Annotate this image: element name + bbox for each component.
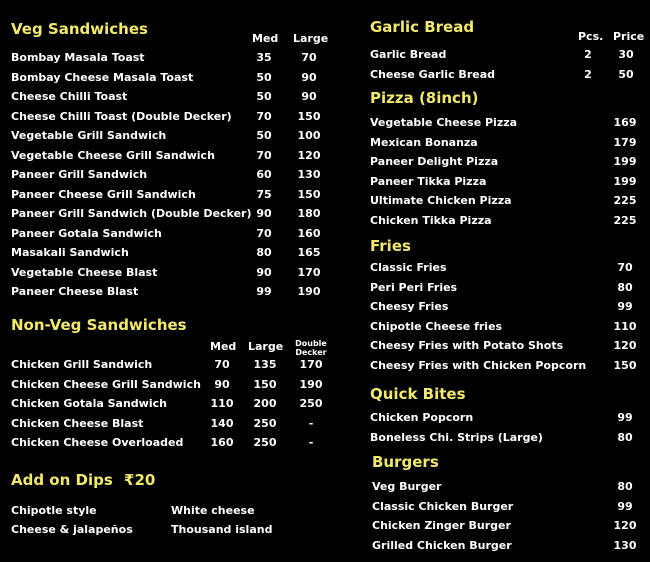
veg-sandwich-row	[11, 107, 333, 126]
med-price: 35	[256, 51, 272, 64]
large-price: 150	[253, 377, 277, 391]
item-name: Peri Peri Fries	[370, 280, 458, 294]
price-value: 225	[613, 194, 637, 207]
med-price: 60	[256, 168, 272, 181]
dip-item: Cheese & jalapeños	[11, 523, 133, 536]
med-price: 50	[256, 90, 272, 103]
burgers-heading: Burgers	[372, 453, 439, 471]
large-price: 200	[253, 397, 277, 410]
garlic-bread-row	[370, 65, 645, 84]
price-value: 99	[617, 300, 633, 313]
add-on-dips-title: Add on Dips	[11, 471, 113, 489]
item-name: Vegetable Cheese Grill Sandwich	[11, 148, 215, 162]
fries-row	[370, 356, 645, 375]
med-price: 50	[256, 70, 272, 84]
item-name: Vegetable Grill Sandwich	[11, 129, 167, 142]
item-name: Veg Burger	[372, 480, 442, 493]
price-value: 99	[617, 499, 633, 513]
fries-row	[370, 317, 645, 336]
item-name: Paneer Cheese Grill Sandwich	[11, 187, 196, 201]
price-value: 225	[613, 213, 637, 227]
large-price: 180	[297, 207, 321, 220]
pcs-value: 2	[584, 67, 592, 81]
pizza-row	[370, 152, 645, 171]
item-name: Chicken Tikka Pizza	[370, 213, 492, 227]
double-decker-price: 170	[299, 358, 323, 371]
price-value: 110	[613, 319, 637, 333]
med-price: 90	[214, 377, 230, 391]
fries-heading: Fries	[370, 237, 411, 255]
price-value: 169	[613, 116, 637, 129]
item-name: Cheesy Fries with Potato Shots	[370, 339, 564, 352]
veg-sandwiches-heading: Veg Sandwiches	[11, 20, 148, 38]
item-name: Paneer Delight Pizza	[370, 155, 499, 168]
med-price: 90	[256, 207, 272, 220]
large-price: 120	[297, 148, 321, 162]
price-value: 80	[617, 480, 633, 493]
item-name: Chicken Gotala Sandwich	[11, 397, 167, 410]
pizza-row	[370, 172, 645, 191]
veg-sandwich-row	[11, 126, 333, 145]
med-price: 70	[214, 358, 230, 371]
item-name: Cheese Chilli Toast	[11, 90, 128, 103]
add-on-dips-heading	[11, 471, 155, 489]
nonveg-sandwich-row	[11, 394, 333, 413]
med-price: 80	[256, 246, 272, 259]
burger-row	[370, 516, 645, 535]
nonveg-sandwiches-heading: Non-Veg Sandwiches	[11, 316, 187, 334]
item-name: Garlic Bread	[370, 48, 447, 61]
fries-row	[370, 336, 645, 355]
burger-row	[370, 497, 645, 516]
pizza-row	[370, 191, 645, 210]
price-value: 199	[613, 174, 637, 188]
double-decker-price: 190	[299, 377, 323, 391]
item-name: Bombay Masala Toast	[11, 51, 145, 64]
quick-bite-row	[370, 408, 645, 427]
nonveg-sandwich-row	[11, 355, 333, 374]
veg-sandwich-row	[11, 146, 333, 165]
item-name: Chicken Popcorn	[370, 411, 474, 424]
large-price: 150	[297, 187, 321, 201]
large-price: 150	[297, 109, 321, 123]
veg-large-header: Large	[293, 32, 329, 45]
veg-sandwich-row	[11, 185, 333, 204]
item-name: Chicken Cheese Overloaded	[11, 436, 184, 449]
item-name: Ultimate Chicken Pizza	[370, 194, 512, 207]
item-name: Chicken Cheese Blast	[11, 416, 144, 430]
garlic-bread-heading: Garlic Bread	[370, 18, 475, 36]
price-value: 130	[613, 538, 637, 552]
med-price: 70	[256, 226, 272, 240]
dip-item: Chipotle style	[11, 504, 97, 517]
item-name: Chipotle Cheese fries	[370, 319, 503, 333]
item-name: Paneer Gotala Sandwich	[11, 226, 162, 240]
large-price: 190	[297, 285, 321, 298]
veg-sandwich-row	[11, 68, 333, 87]
veg-sandwich-row	[11, 165, 333, 184]
veg-sandwich-row	[11, 204, 333, 223]
veg-sandwich-row	[11, 243, 333, 262]
price-value: 80	[617, 430, 633, 444]
nonveg-large-header: Large	[248, 340, 284, 353]
item-name: Cheese Chilli Toast (Double Decker)	[11, 109, 232, 123]
large-price: 130	[297, 168, 321, 181]
item-name: Cheese Garlic Bread	[370, 67, 495, 81]
double-decker-price: -	[308, 436, 314, 449]
dip-item: Thousand island	[171, 523, 273, 536]
item-name: Masakali Sandwich	[11, 246, 129, 259]
fries-row	[370, 258, 645, 277]
item-name: Chicken Cheese Grill Sandwich	[11, 377, 201, 391]
nonveg-sandwich-row	[11, 414, 333, 433]
veg-sandwich-row	[11, 224, 333, 243]
dip-item: White cheese	[171, 504, 255, 517]
burger-row	[370, 536, 645, 555]
veg-sandwich-row	[11, 263, 333, 282]
pizza-row	[370, 133, 645, 152]
med-price: 140	[210, 416, 234, 430]
large-price: 170	[297, 265, 321, 279]
double-decker-price: -	[308, 416, 314, 430]
garlic-bread-row	[370, 45, 645, 64]
garlic-pcs-header: Pcs.	[578, 30, 604, 43]
item-name: Chicken Grill Sandwich	[11, 358, 153, 371]
large-price: 250	[253, 416, 277, 430]
large-price: 160	[297, 226, 321, 240]
price-value: 179	[613, 135, 637, 149]
garlic-price-header: Price	[613, 30, 645, 43]
item-name: Cheesy Fries	[370, 300, 449, 313]
large-price: 70	[301, 51, 317, 64]
pizza-heading: Pizza (8inch)	[370, 89, 479, 107]
nonveg-sandwich-row	[11, 433, 333, 452]
large-price: 135	[253, 358, 277, 371]
item-name: Vegetable Cheese Pizza	[370, 116, 518, 129]
veg-sandwich-row	[11, 48, 333, 67]
burger-row	[370, 477, 645, 496]
item-name: Paneer Grill Sandwich	[11, 168, 148, 181]
nonveg-double-decker-header: Double Decker	[295, 339, 327, 357]
item-name: Grilled Chicken Burger	[372, 538, 512, 552]
large-price: 165	[297, 246, 321, 259]
price-value: 99	[617, 411, 633, 424]
med-price: 50	[256, 129, 272, 142]
med-price: 70	[256, 148, 272, 162]
price-value: 120	[613, 339, 637, 352]
item-name: Vegetable Cheese Blast	[11, 265, 158, 279]
veg-sandwich-row	[11, 87, 333, 106]
item-name: Cheesy Fries with Chicken Popcorn	[370, 358, 587, 372]
item-name: Classic Fries	[370, 261, 447, 274]
med-price: 110	[210, 397, 234, 410]
large-price: 90	[301, 90, 317, 103]
large-price: 90	[301, 70, 317, 84]
veg-med-header: Med	[252, 32, 279, 45]
price-value: 70	[617, 261, 633, 274]
large-price: 250	[253, 436, 277, 449]
price-value: 30	[618, 48, 634, 61]
fries-row	[370, 297, 645, 316]
item-name: Chicken Zinger Burger	[372, 519, 511, 532]
pizza-row	[370, 113, 645, 132]
nonveg-sandwich-row	[11, 375, 333, 394]
med-price: 99	[256, 285, 272, 298]
veg-sandwich-row	[11, 282, 333, 301]
price-value: 50	[618, 67, 634, 81]
item-name: Paneer Grill Sandwich (Double Decker)	[11, 207, 252, 220]
pcs-value: 2	[584, 48, 592, 61]
med-price: 70	[256, 109, 272, 123]
med-price: 75	[256, 187, 272, 201]
price-value: 199	[613, 155, 637, 168]
item-name: Bombay Cheese Masala Toast	[11, 70, 194, 84]
item-name: Paneer Cheese Blast	[11, 285, 139, 298]
add-on-dips-price: ₹20	[124, 471, 156, 489]
pizza-row	[370, 211, 645, 230]
quick-bite-row	[370, 428, 645, 447]
double-decker-price: 250	[299, 397, 323, 410]
med-price: 160	[210, 436, 234, 449]
item-name: Mexican Bonanza	[370, 135, 478, 149]
price-value: 80	[617, 280, 633, 294]
item-name: Classic Chicken Burger	[372, 499, 514, 513]
fries-row	[370, 278, 645, 297]
med-price: 90	[256, 265, 272, 279]
item-name: Boneless Chi. Strips (Large)	[370, 430, 543, 444]
price-value: 150	[613, 358, 637, 372]
quick-bites-heading: Quick Bites	[370, 385, 466, 403]
item-name: Paneer Tikka Pizza	[370, 174, 487, 188]
large-price: 100	[297, 129, 321, 142]
price-value: 120	[613, 519, 637, 532]
nonveg-med-header: Med	[210, 340, 237, 353]
